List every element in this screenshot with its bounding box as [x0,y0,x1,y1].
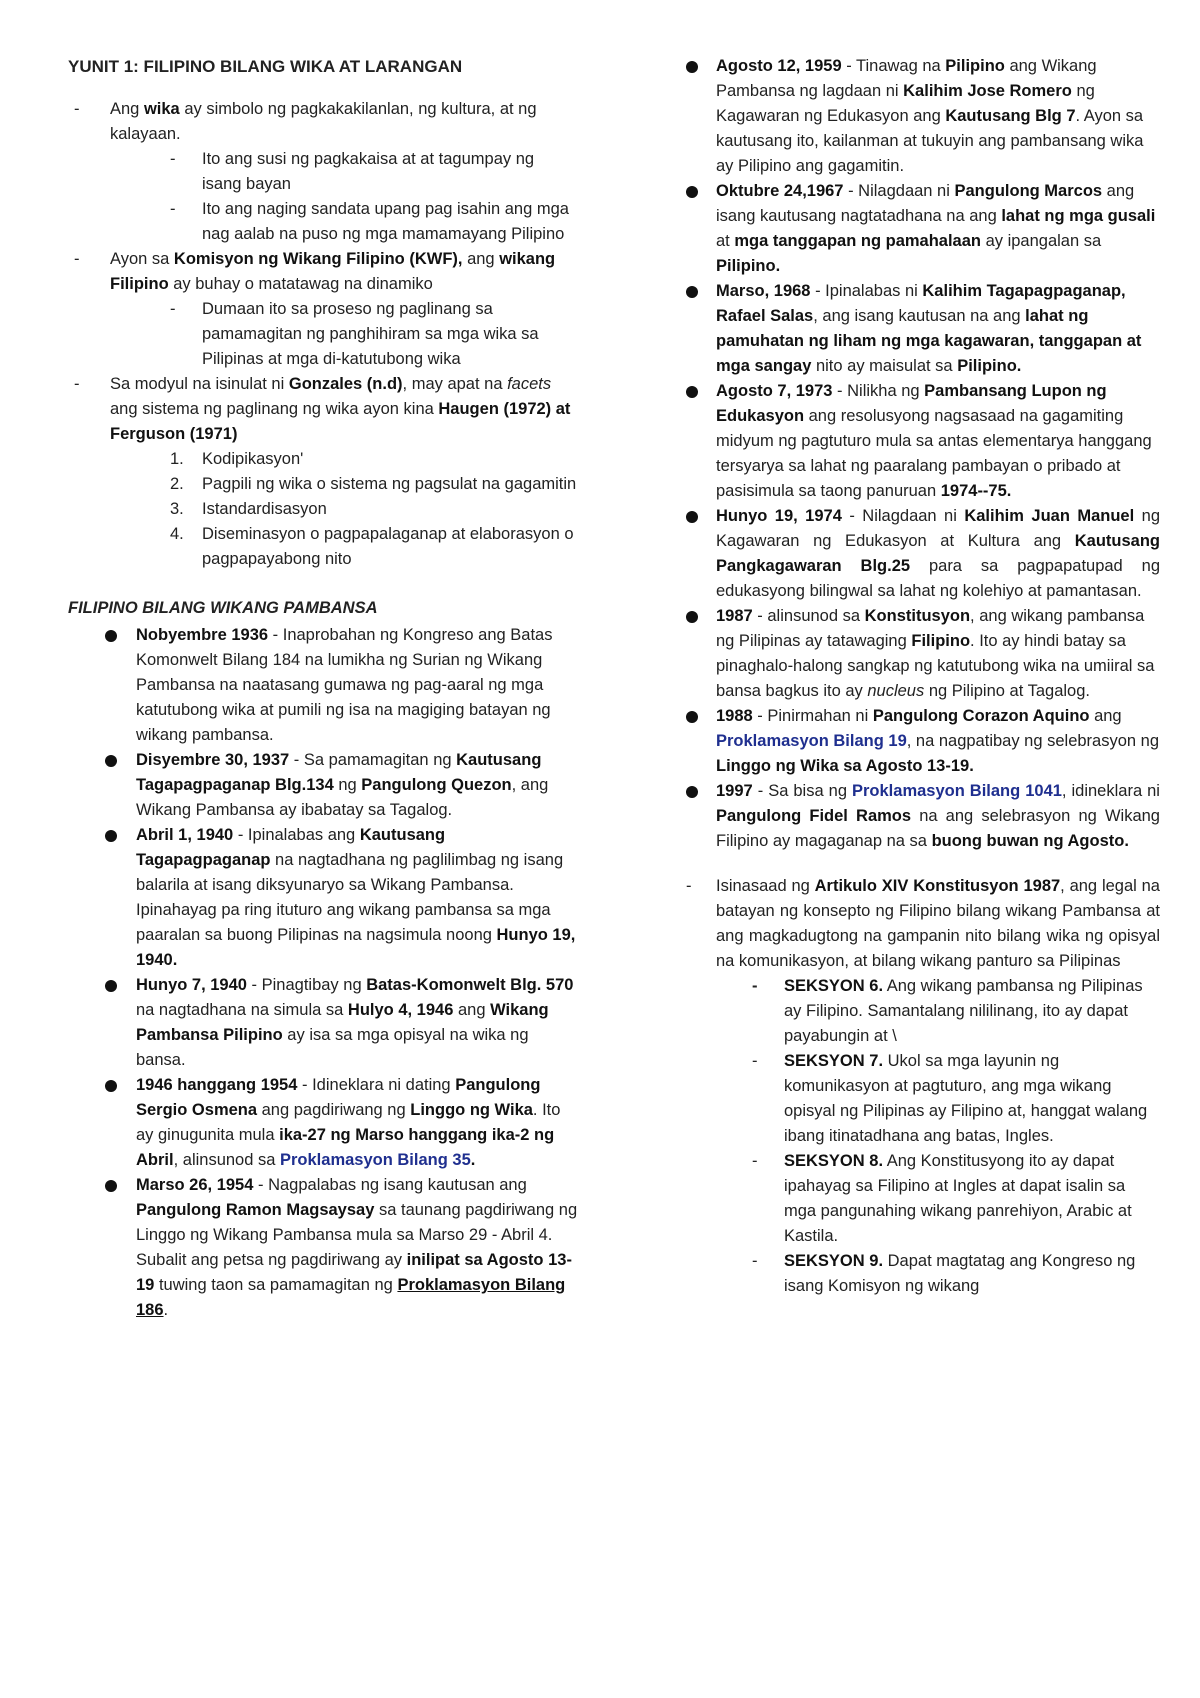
bold-term: buong buwan ng Agosto. [931,832,1129,850]
section-label: SEKSYON 9. [784,1252,884,1270]
text: . Ayon sa kautusang ito, kailanman at tukuyin ang pambansang wika ay Pilipino ang gagamitin. [716,107,1144,175]
bold-term: Pangulong Sergio Osmena [136,1076,541,1119]
timeline-item [686,379,1160,504]
bold-term: Kalihim Jose Romero [903,82,1072,100]
text: sa taunang pagdiriwang ng Linggo ng Wikang Pambansa mula sa Marso 29 - Abril 4. Subalit ang petsa ng pagdiriwang ay [136,1201,578,1269]
text: ng Kagawaran ng Edukasyon ang [716,82,1095,125]
date: Hunyo 7, 1940 [136,976,247,994]
text: - Idineklara ni dating [297,1076,456,1094]
bold-term: Pangulong Marcos [954,182,1103,200]
date: Hunyo 19, 1974 [716,507,842,525]
text: ang resolusyong nagsasaad na gagamiting midyum ng pagtuturo mula sa antas elementarya hanggang tersyarya sa lahat ng paaralang pambayan o pribado at pasisimula sa taong panuruan [716,407,1152,500]
bold-term: Wikang Pambansa Pilipino [136,1001,549,1044]
bold-term: mga tanggapan ng pamahalaan [734,232,981,250]
text: para sa pagpapatupad ng edukasyong bilingwal sa lahat ng kolehiyo at pamantasan. [716,557,1160,600]
text: - Nilagdaan ni [841,507,965,525]
text: . [470,1151,476,1169]
timeline-item [686,704,1160,779]
text: - Nagpalabas ng isang kautusan ang [253,1176,527,1194]
item-gonzales [68,372,578,447]
list-text: Kodipikasyon' [202,450,304,468]
text: - Nilikha ng [832,382,925,400]
bold-term: 1974--75. [940,482,1012,500]
text: at [716,232,735,250]
date: Agosto 12, 1959 [716,57,842,75]
text: nito ay maisulat sa [811,357,958,375]
bold-term: Gonzales (n.d) [288,375,403,393]
bold-term: Kalihim Tagapagpaganap, Rafael Salas [716,282,1126,325]
bold-term: Pangulong Ramon Magsaysay [136,1201,375,1219]
text: , ang isang kautusan na ang [813,307,1026,325]
italic-term: facets [507,375,552,393]
date: Oktubre 24,1967 [716,182,844,200]
timeline-item [686,179,1160,279]
text: Dapat magtatag ang Kongreso ng isang Komisyon ng wikang [784,1252,1136,1295]
bold-term: Batas-Komonwelt Blg. 570 [366,976,574,994]
item-kwf [68,247,578,297]
timeline-item [686,504,1160,604]
text: Ukol sa mga layunin ng komunikasyon at pagtuturo, ang mga wikang opisyal ng Pilipinas ay Filipino at, hanggat walang ibang itinatadhana ang batas, Ingles. [784,1052,1148,1145]
timeline-item [686,604,1160,704]
text: na nagtadhana na simula sa [136,1001,348,1019]
date: Disyembre 30, 1937 [136,751,290,769]
unit-title: YUNIT 1: FILIPINO BILANG WIKA AT LARANGAN [68,57,463,76]
text: ang isang kautusang nagtatadhana na ang [716,182,1135,225]
date: 1988 [716,707,753,725]
bold-term: Konstitusyon [864,607,971,625]
numbered-item [68,497,578,522]
numbered-item [68,522,578,572]
text: - Ipinalabas ni [810,282,923,300]
text: - Inaprobahan ng Kongreso ang Batas Komonwelt Bilang 184 na lumikha ng Surian ng Wikang Pambansa na naatasang gumawa ng pag-aaral ng mga katutubong wika at pumili ng isa na magiging batayan ng wikang pambansa. [136,626,553,744]
timeline-item [68,1073,578,1173]
bold-term: Pilipino. [957,357,1022,375]
text: - Tinawag na [841,57,946,75]
bold-term: Kautusang Tagapagpaganap [136,826,446,869]
date: Marso 26, 1954 [136,1176,254,1194]
timeline-item [686,279,1160,379]
text: Ayon sa [110,250,174,268]
date: 1997 [716,782,753,800]
text: Ang wikang pambansa ng Pilipinas ay Filipino. Samantalang nililinang, ito ay dapat payabungin at \ [784,977,1143,1045]
list-text: Diseminasyon o pagpapalaganap at elaborasyon o pagpapayabong nito [202,525,574,568]
list-number: 4. [170,525,184,543]
bold-term: Pangulong Corazon Aquino [872,707,1090,725]
proclamation-link[interactable]: Proklamasyon Bilang 35 [280,1151,471,1169]
proclamation-link[interactable]: Proklamasyon Bilang 186 [136,1276,566,1319]
bold-term: Komisyon ng Wikang Filipino (KWF), [173,250,463,268]
text: - Sa bisa ng [752,782,852,800]
bold-term: lahat ng pamuhatan ng liham ng mga kagawaran, tanggapan at mga sangay [716,307,1142,375]
text: , alinsunod sa [173,1151,280,1169]
text: na nagtadhana ng paglilimbag ng isang balarila at isang diksyunaryo sa Wikang Pambansa. Ipinahayag pa ring ituturo ang wikang pambansa sa mga paaralan sa buong Pilipinas na nagsimula noong [136,851,564,944]
text: ang [453,1001,491,1019]
bold-term: Kautusang Pangkagawaran Blg.25 [716,532,1160,575]
bold-term: wika [143,100,180,118]
list-number: 2. [170,475,184,493]
text: - Ipinalabas ang [233,826,360,844]
section-6 [686,974,1160,1049]
text: ang Wikang Pambansa ng lagdaan ni [716,57,1097,100]
timeline-item [68,1173,578,1323]
subitem: - Dumaan ito sa proseso ng paglinang sa pamamagitan ng panghihiram sa mga wika sa Pilipinas at mga di-katutubong wika [68,297,578,372]
bold-term: Haugen (1972) at Ferguson (1971) [110,400,571,443]
bold-term: Artikulo XIV Konstitusyon 1987 [814,877,1061,895]
date: Abril 1, 1940 [136,826,234,844]
list-number: 1. [170,450,184,468]
bold-term: Kautusang Tagapagpaganap Blg.134 [136,751,542,794]
timeline-item [68,623,578,748]
bold-term: Linggo ng Wika sa Agosto 13-19. [716,757,974,775]
timeline-item [68,973,578,1073]
bold-term: wikang Filipino [110,250,556,293]
text: ang pagdiriwang ng [257,1101,411,1119]
bold-term: Hunyo 19, 1940. [136,926,576,969]
right-column [686,54,1160,1299]
section-label: SEKSYON 8. [784,1152,884,1170]
text: , may apat na [402,375,508,393]
bold-term: Linggo ng Wika [410,1101,533,1119]
text: ay simbolo ng pagkakakilanlan, ng kultura, at ng kalayaan. [110,100,537,143]
text: , ang Wikang Pambansa ay ibabatay sa Tagalog. [136,776,549,819]
text: tuwing taon sa pamamagitan ng [154,1276,398,1294]
numbered-item [68,447,578,472]
item-wika [68,97,578,147]
timeline-item [686,779,1160,854]
bold-term: Pilipino. [716,257,781,275]
timeline-item [686,54,1160,179]
date: 1946 hanggang 1954 [136,1076,298,1094]
text: ang [462,250,500,268]
proclamation-link[interactable]: Proklamasyon Bilang 1041 [852,782,1062,800]
bold-term: lahat ng mga gusali [1001,207,1156,225]
text: - Pinirmahan ni [752,707,873,725]
bold-term: Pangulong Quezon [361,776,512,794]
text: - Nilagdaan ni [843,182,955,200]
date: Agosto 7, 1973 [716,382,833,400]
text: ng Kagawaran ng Edukasyon at Kultura ang [716,507,1161,550]
bold-term: Filipino [911,632,971,650]
article-item [686,874,1160,974]
text: - alinsunod sa [752,607,865,625]
text: Ang [110,100,144,118]
date: Marso, 1968 [716,282,811,300]
bold-term: Pangulong Fidel Ramos [716,807,912,825]
text: , na nagpatibay ng selebrasyon ng [906,732,1160,750]
text: , idineklara ni [1061,782,1160,800]
text: . Ito ay ginugunita mula [136,1101,561,1144]
date: Nobyembre 1936 [136,626,269,644]
text: ay ipangalan sa [981,232,1102,250]
section-8 [686,1149,1160,1249]
text: ay buhay o matatawag na dinamiko [168,275,433,293]
text: Sa modyul na isinulat ni [110,375,289,393]
text: Ang Konstitusyong ito ay dapat ipahayag sa Filipino at Ingles at dapat isalin sa mga pangunahing wikang panrehiyon, Arabic at Kastila. [784,1152,1132,1245]
text: Isinasaad ng [716,877,815,895]
date: 1987 [716,607,753,625]
timeline-item [68,748,578,823]
section-heading: FILIPINO BILANG WIKANG PAMBANSA [68,599,378,617]
list-text: Pagpili ng wika o sistema ng pagsulat na gagamitin [202,475,577,493]
italic-term: nucleus [867,682,925,700]
section-7 [686,1049,1160,1149]
bold-term: Hulyo 4, 1946 [347,1001,454,1019]
bold-term: Kalihim Juan Manuel [964,507,1135,525]
text: . Ito ay hindi batay sa pinaghalo-halong sangkap ng katutubong wika na umiiral sa bansa bagkus ito ay [716,632,1155,700]
bold-term: Kautusang Blg 7 [945,107,1076,125]
subitem: - Ito ang naging sandata upang pag isahin ang mga nag aalab na puso ng mga mamamayang Pilipino [68,197,578,247]
text: , ang legal na batayan ng konsepto ng Filipino bilang wikang Pambansa at ang magkadugtong na gampanin nito bilang wika ng opisyal na komunikasyon, at bilang wikang panturo sa Pilipinas [716,877,1160,970]
text: - Sa pamamagitan ng [289,751,457,769]
subitem: - Ito ang susi ng pagkakaisa at at tagumpay ng isang bayan [68,147,578,197]
section-label: SEKSYON 6. [784,977,884,995]
text: na ang selebrasyon ng Wikang Filipino ay magaganap na sa [716,807,1160,850]
bold-term: Pambansang Lupon ng Edukasyon [716,382,1107,425]
text: ng Pilipino at Tagalog. [924,682,1090,700]
text: ng [333,776,362,794]
text: , ang wikang pambansa ng Pilipinas ay tatawaging [716,607,1145,650]
bold-term: inilipat sa Agosto 13-19 [136,1251,572,1294]
numbered-item [68,472,578,497]
text: ang [1089,707,1122,725]
section-9 [686,1249,1160,1299]
text: - Pinagtibay ng [246,976,367,994]
list-number: 3. [170,500,184,518]
list-text: Istandardisasyon [202,500,327,518]
timeline-item [68,823,578,973]
section-label: SEKSYON 7. [784,1052,884,1070]
text: ang sistema ng paglinang ng wika ayon kina [110,400,439,418]
left-column [68,54,578,1323]
text: . [163,1301,169,1319]
bold-term: ika-27 ng Marso hanggang ika-2 ng Abril [136,1126,555,1169]
proclamation-link[interactable]: Proklamasyon Bilang 19 [716,732,907,750]
bold-term: Pilipino [945,57,1005,75]
text: ay isa sa mga opisyal na wika ng bansa. [136,1026,529,1069]
